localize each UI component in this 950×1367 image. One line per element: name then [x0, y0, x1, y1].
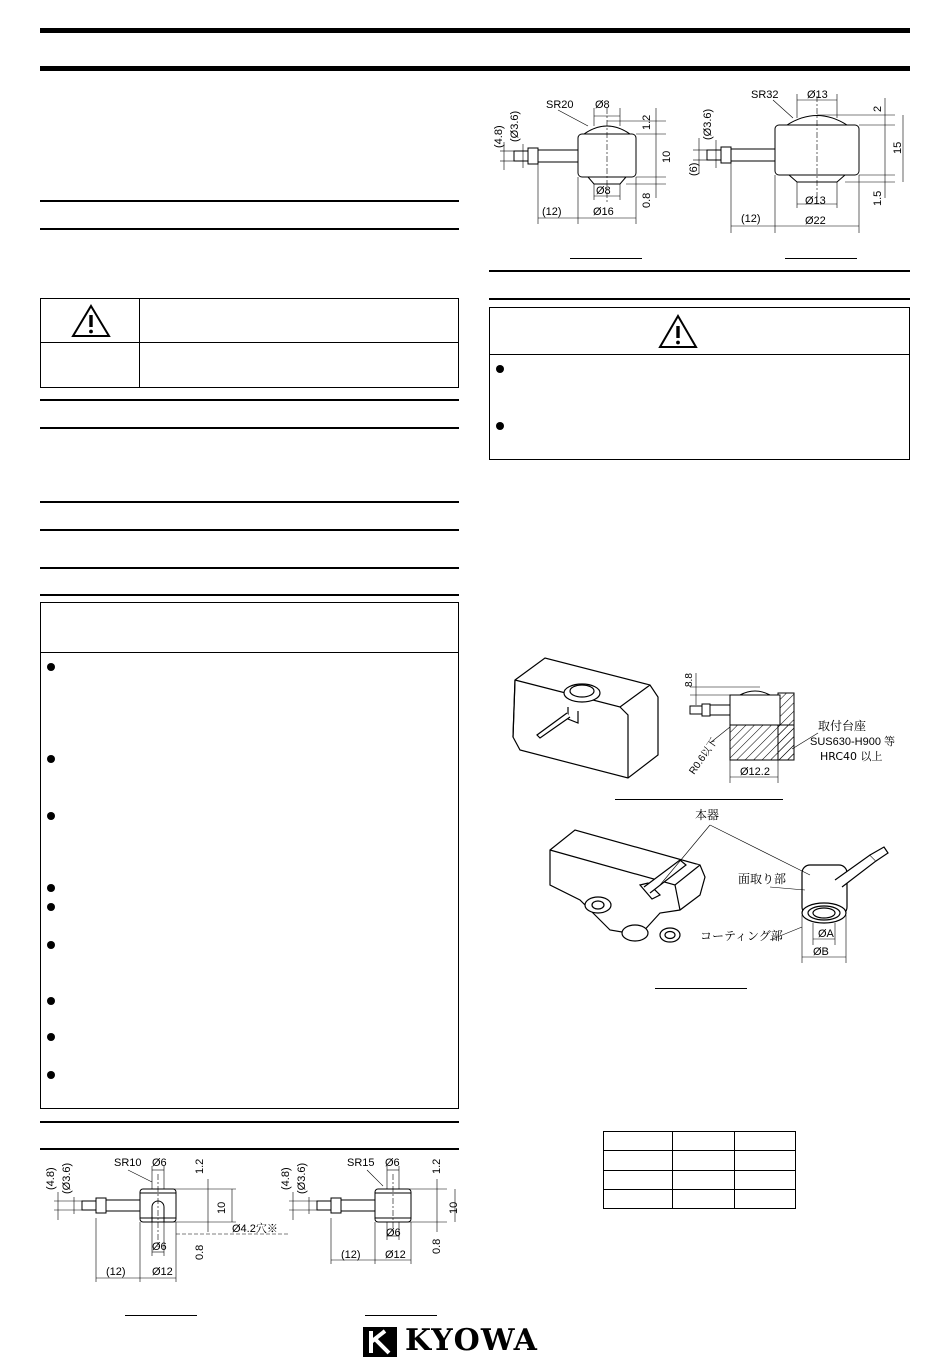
sr10-hole: Ø4.2穴※ — [232, 1223, 278, 1235]
section-rule — [40, 200, 459, 202]
fixture-main-body: 本器 — [695, 808, 720, 822]
sr32-body-dia: Ø22 — [805, 215, 826, 227]
sr20-cable-h: (4.8) — [493, 125, 505, 148]
sr20-bot-dia: Ø8 — [596, 185, 611, 197]
kyowa-logo-mark-icon — [363, 1327, 397, 1357]
mount-hardness: HRC40 以上 — [820, 750, 883, 763]
figure-caption-line — [655, 988, 747, 989]
section-rule — [489, 298, 910, 300]
sr10-body-dia: Ø12 — [152, 1266, 173, 1278]
section-rule — [489, 270, 910, 272]
spec-table-cell — [734, 1132, 795, 1151]
sr10-bot-dia: Ø6 — [152, 1241, 167, 1253]
mounting-block-illustration — [510, 655, 660, 780]
sr10-cable-len: (12) — [106, 1266, 126, 1278]
sr15-cable-len: (12) — [341, 1249, 361, 1261]
sr32-top-dia: Ø13 — [807, 89, 828, 101]
kyowa-logo — [363, 1325, 593, 1359]
warning-triangle-icon — [71, 304, 111, 338]
sr20-h2: 0.8 — [641, 192, 653, 208]
spec-table-cell — [734, 1189, 795, 1208]
fixture-chamfer: 面取り部 — [738, 872, 787, 886]
sr32-bot-dia: Ø13 — [805, 195, 826, 207]
sr15-body-dia: Ø12 — [385, 1249, 406, 1261]
sr32-h1: 2 — [872, 105, 884, 112]
mount-dia: Ø12.2 — [740, 766, 770, 778]
spec-table — [603, 1131, 796, 1209]
spec-table-cell — [604, 1151, 673, 1170]
fixture-illustration — [540, 805, 900, 970]
spec-table-row — [604, 1170, 796, 1189]
bullet — [47, 1071, 55, 1079]
sr20-body-dia: Ø16 — [593, 206, 614, 218]
caution-box-right — [489, 307, 910, 460]
mount-dim-h: 8.8 — [684, 673, 695, 687]
bullet — [47, 884, 55, 892]
sr15-cable-h: (4.8) — [280, 1167, 292, 1190]
sr15-body-h: 10 — [448, 1201, 460, 1214]
sr15-bot-dia: Ø6 — [386, 1227, 401, 1239]
spec-table-cell — [734, 1151, 795, 1170]
dimension-drawing-sr10 — [40, 1152, 300, 1322]
bullet — [47, 663, 55, 671]
sr10-cable-h: (4.8) — [45, 1167, 57, 1190]
sr32-cable-dia: (Ø3.6) — [702, 108, 714, 140]
fixture-dia-a: ØA — [818, 928, 834, 940]
sr15-cable-dia: (Ø3.6) — [296, 1162, 308, 1194]
spec-table-cell — [673, 1132, 734, 1151]
sr32-h2: 1.5 — [872, 190, 884, 206]
mount-base-label: 取付台座 — [818, 719, 867, 733]
bullet — [47, 941, 55, 949]
section-rule — [40, 501, 459, 503]
sr32-cable-len: (12) — [741, 213, 761, 225]
sr15-top-dia: Ø6 — [385, 1157, 400, 1169]
sr15-sr-label: SR15 — [347, 1157, 375, 1169]
section-rule — [40, 529, 459, 531]
sr20-body-h: 10 — [661, 150, 673, 163]
drawing-caption-line — [365, 1315, 437, 1316]
fixture-dia-b: ØB — [813, 946, 829, 958]
section-rule — [40, 427, 459, 429]
mount-material: SUS630-H900 等 — [810, 736, 895, 748]
bullet — [47, 997, 55, 1005]
sr10-cable-dia: (Ø3.6) — [61, 1162, 73, 1194]
spec-table-cell — [604, 1189, 673, 1208]
sr20-top-dia: Ø8 — [595, 99, 610, 111]
bullet — [47, 903, 55, 911]
sr15-h2: 0.8 — [431, 1238, 443, 1254]
sr10-top-dia: Ø6 — [152, 1157, 167, 1169]
header-rule-top — [40, 28, 910, 33]
section-rule — [40, 1121, 459, 1123]
bullet — [47, 812, 55, 820]
sr20-cable-len: (12) — [542, 206, 562, 218]
warning-table-divider-h — [41, 342, 458, 343]
sr10-h1: 1.2 — [194, 1158, 206, 1174]
warning-table-divider-v — [139, 299, 140, 387]
spec-table-cell — [673, 1189, 734, 1208]
figure-caption-line — [615, 799, 783, 800]
caution-box — [40, 602, 459, 1109]
warning-table — [40, 298, 459, 388]
section-rule — [40, 1148, 459, 1150]
spec-table-cell — [604, 1170, 673, 1189]
dimension-drawing-sr32 — [685, 78, 910, 268]
sr32-sr-label: SR32 — [751, 89, 779, 101]
drawing-caption-line — [785, 258, 857, 259]
section-rule — [40, 567, 459, 569]
dimension-drawing-sr20 — [490, 78, 690, 268]
spec-table-cell — [604, 1132, 673, 1151]
sr10-h2: 0.8 — [194, 1244, 206, 1260]
drawing-caption-line — [125, 1315, 197, 1316]
mount-radius: R0.6以下 — [687, 736, 721, 777]
sr20-sr-label: SR20 — [546, 99, 574, 111]
dimension-drawing-sr15 — [275, 1152, 465, 1322]
drawing-caption-line — [570, 258, 642, 259]
sr10-sr-label: SR10 — [114, 1157, 142, 1169]
caution-box-header-divider — [490, 354, 909, 355]
spec-table-row — [604, 1151, 796, 1170]
bullet — [496, 422, 504, 430]
spec-table-cell — [734, 1170, 795, 1189]
spec-table-cell — [673, 1151, 734, 1170]
sr32-cable-h: (6) — [688, 162, 700, 176]
bullet — [47, 755, 55, 763]
spec-table-row — [604, 1189, 796, 1208]
spec-table-cell — [673, 1170, 734, 1189]
spec-table-row — [604, 1132, 796, 1151]
sr10-body-h: 10 — [216, 1201, 228, 1214]
section-rule — [40, 399, 459, 401]
bullet — [496, 365, 504, 373]
section-rule — [40, 594, 459, 596]
fixture-coating: コーティング部 — [700, 929, 783, 943]
sr15-h1: 1.2 — [431, 1158, 443, 1174]
sr20-cable-dia: (Ø3.6) — [509, 110, 521, 142]
warning-triangle-icon — [658, 314, 698, 350]
bullet — [47, 1033, 55, 1041]
kyowa-logo-text: KYOWA — [405, 1323, 538, 1358]
header-rule-bottom — [40, 66, 910, 71]
section-rule — [40, 228, 459, 230]
mounting-cross-section — [670, 665, 910, 790]
sr20-h1: 1.2 — [641, 114, 653, 130]
sr32-body-h: 15 — [892, 141, 904, 154]
caution-box-header-divider — [41, 652, 458, 653]
